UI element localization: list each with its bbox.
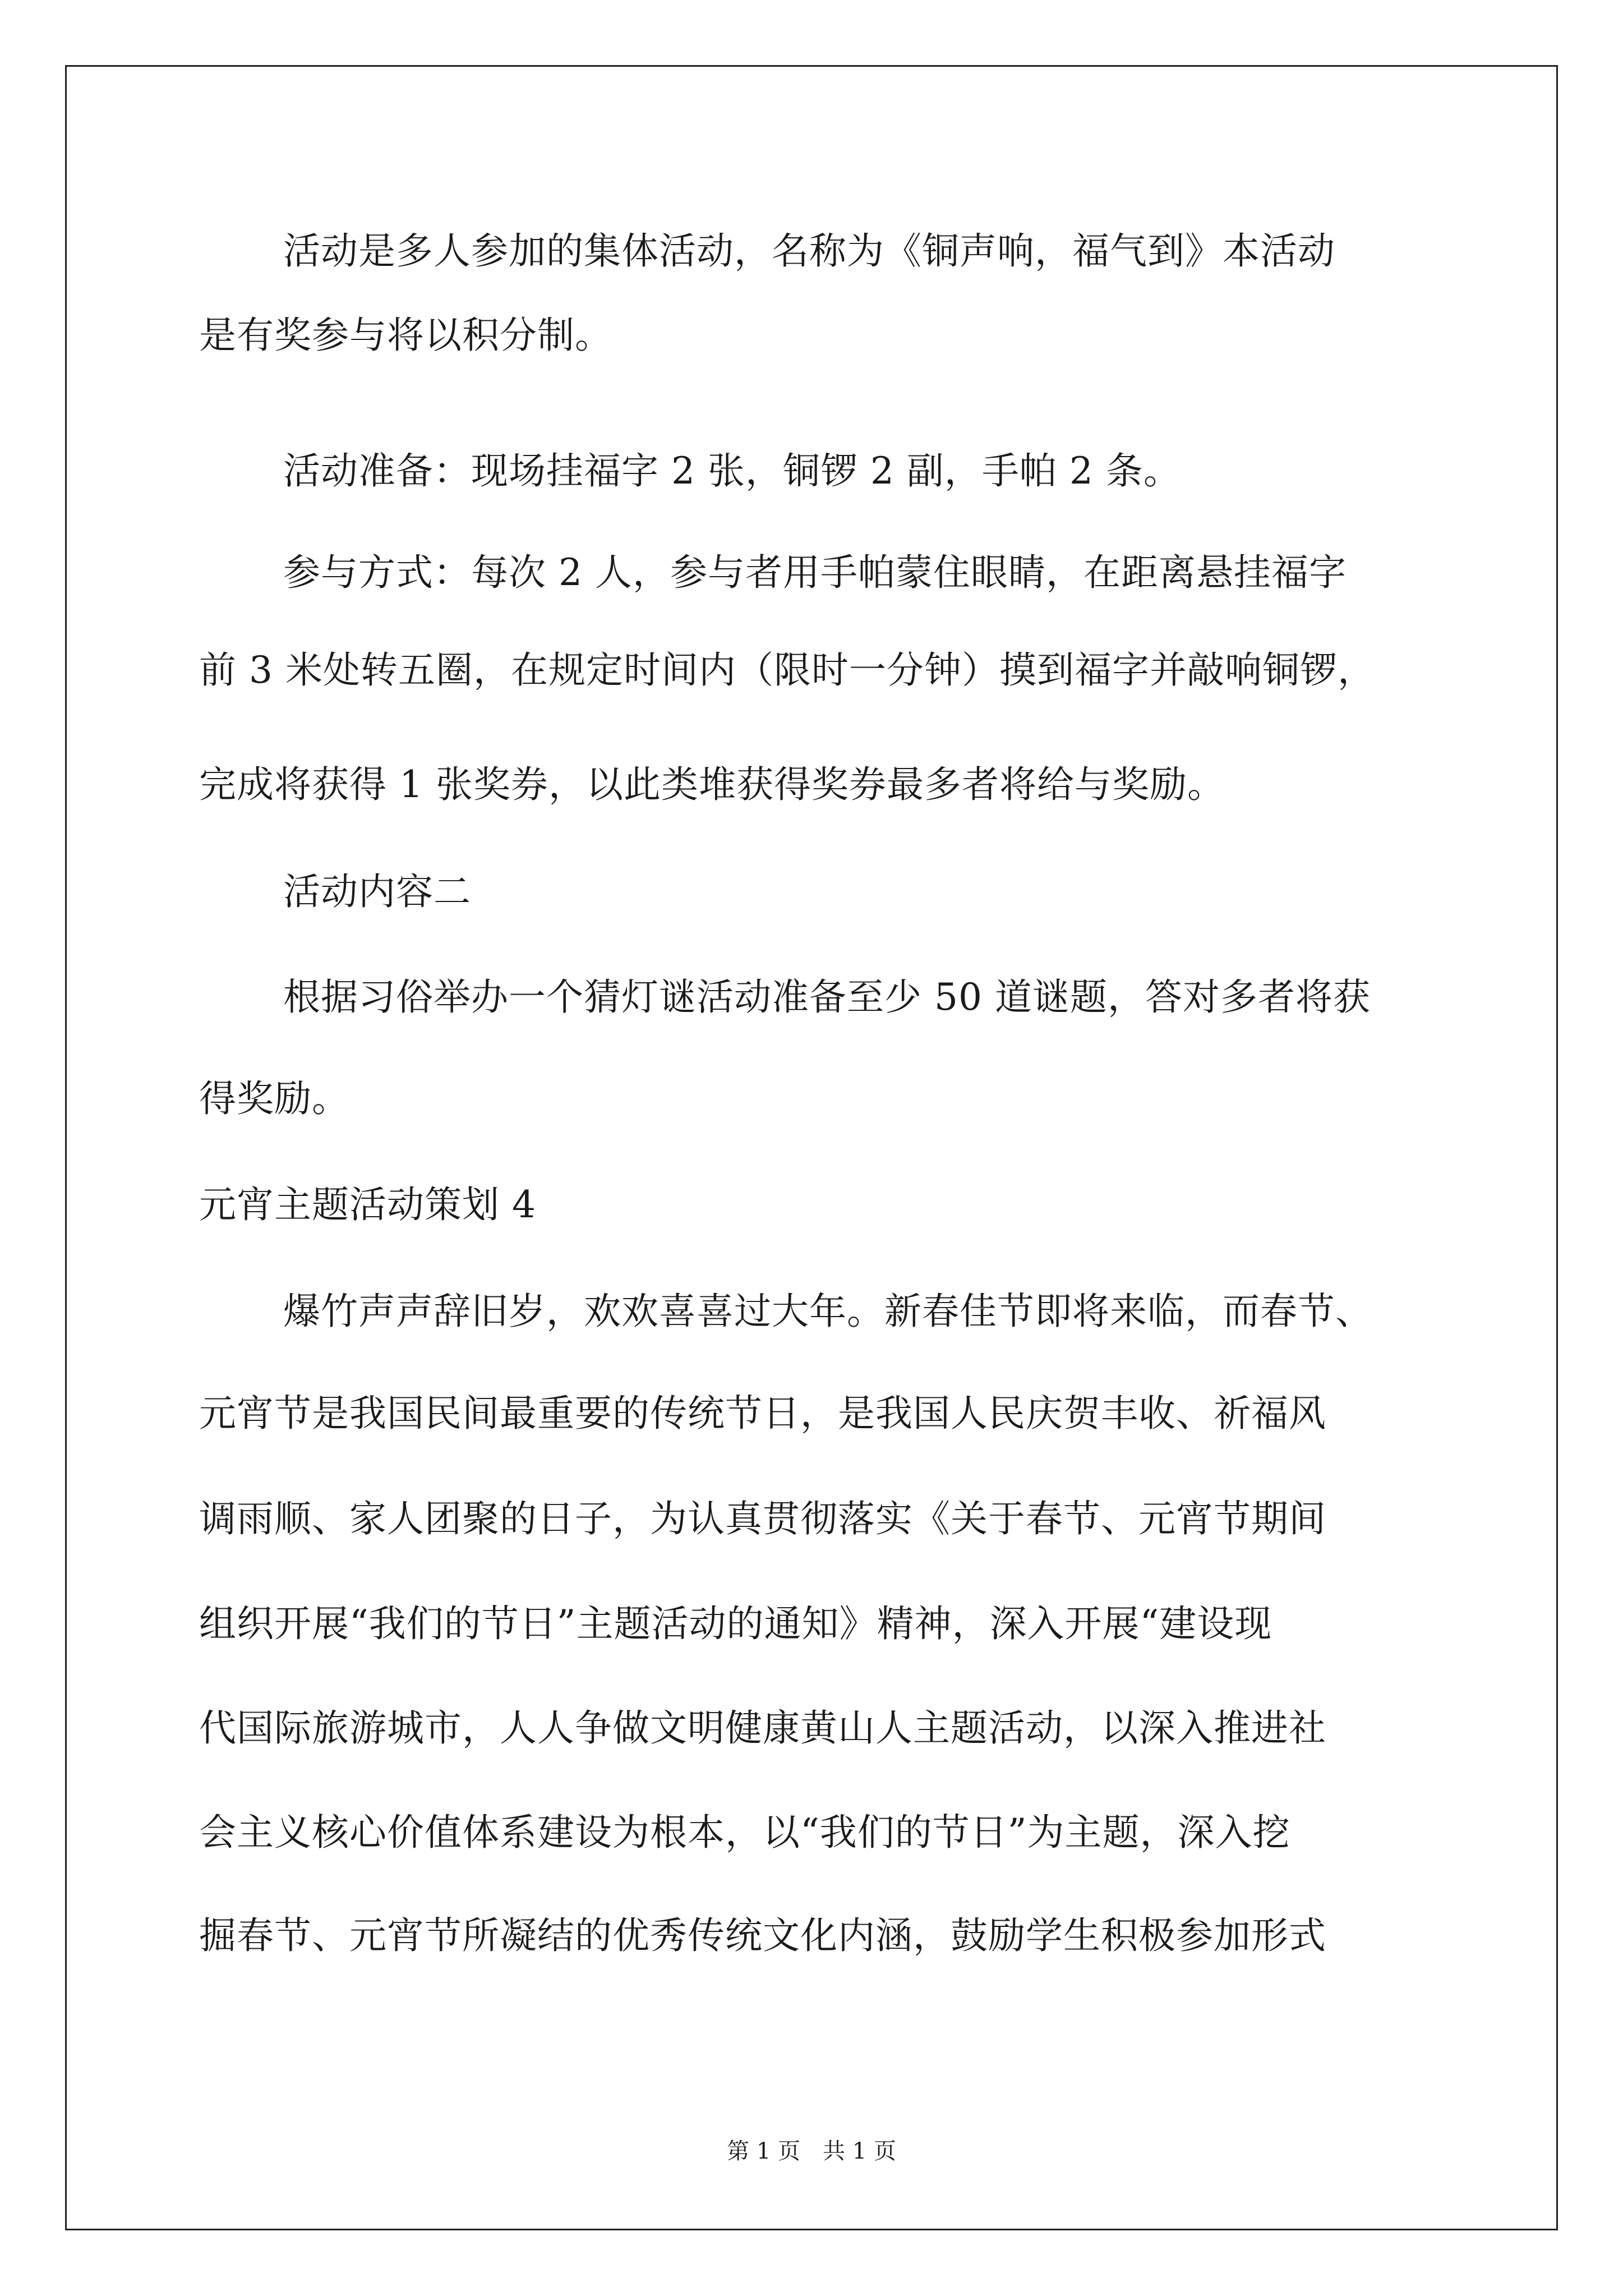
section-heading-activity-2: 活动内容二	[283, 870, 471, 913]
paragraph-5-line-2: 得奖励。	[199, 1077, 349, 1120]
paragraph-3-line-1: 参与方式：每次 2 人，参与者用手帕蒙住眼睛，在距离悬挂福字	[283, 551, 1347, 594]
page-border	[65, 65, 1558, 2230]
paragraph-7-line-3: 调雨顺、家人团聚的日子，为认真贯彻落实《关于春节、元宵节期间	[199, 1497, 1326, 1540]
paragraph-7-line-7: 掘春节、元宵节所凝结的优秀传统文化内涵，鼓励学生积极参加形式	[199, 1914, 1326, 1957]
paragraph-1-line-2: 是有奖参与将以积分制。	[199, 314, 612, 357]
paragraph-3-line-2: 前 3 米处转五圈，在规定时间内（限时一分钟）摸到福字并敲响铜锣，	[199, 648, 1375, 692]
page-number-footer: 第 1 页 共 1 页	[727, 2138, 896, 2164]
paragraph-5-line-1: 根据习俗举办一个猜灯谜活动准备至少 50 道谜题，答对多者将获	[283, 976, 1371, 1019]
paragraph-7-line-4: 组织开展“我们的节日”主题活动的通知》精神，深入开展“建设现	[199, 1602, 1272, 1645]
section-title-plan-4: 元宵主题活动策划 4	[199, 1183, 536, 1226]
paragraph-3-line-3: 完成将获得 1 张奖券，以此类堆获得奖券最多者将给与奖励。	[199, 763, 1225, 806]
paragraph-2-line-1: 活动准备：现场挂福字 2 张，铜锣 2 副，手帕 2 条。	[283, 449, 1181, 493]
paragraph-7-line-5: 代国际旅游城市，人人争做文明健康黄山人主题活动，以深入推进社	[199, 1706, 1326, 1750]
paragraph-7-line-2: 元宵节是我国民间最重要的传统节日，是我国人民庆贺丰收、祈福风	[199, 1392, 1326, 1435]
paragraph-1-line-1: 活动是多人参加的集体活动，名称为《铜声响，福气到》本活动	[283, 229, 1335, 273]
paragraph-7-line-6: 会主义核心价值体系建设为根本，以“我们的节日”为主题，深入挖	[199, 1811, 1290, 1854]
paragraph-7-line-1: 爆竹声声辞旧岁，欢欢喜喜过大年。新春佳节即将来临，而春节、	[283, 1290, 1373, 1333]
